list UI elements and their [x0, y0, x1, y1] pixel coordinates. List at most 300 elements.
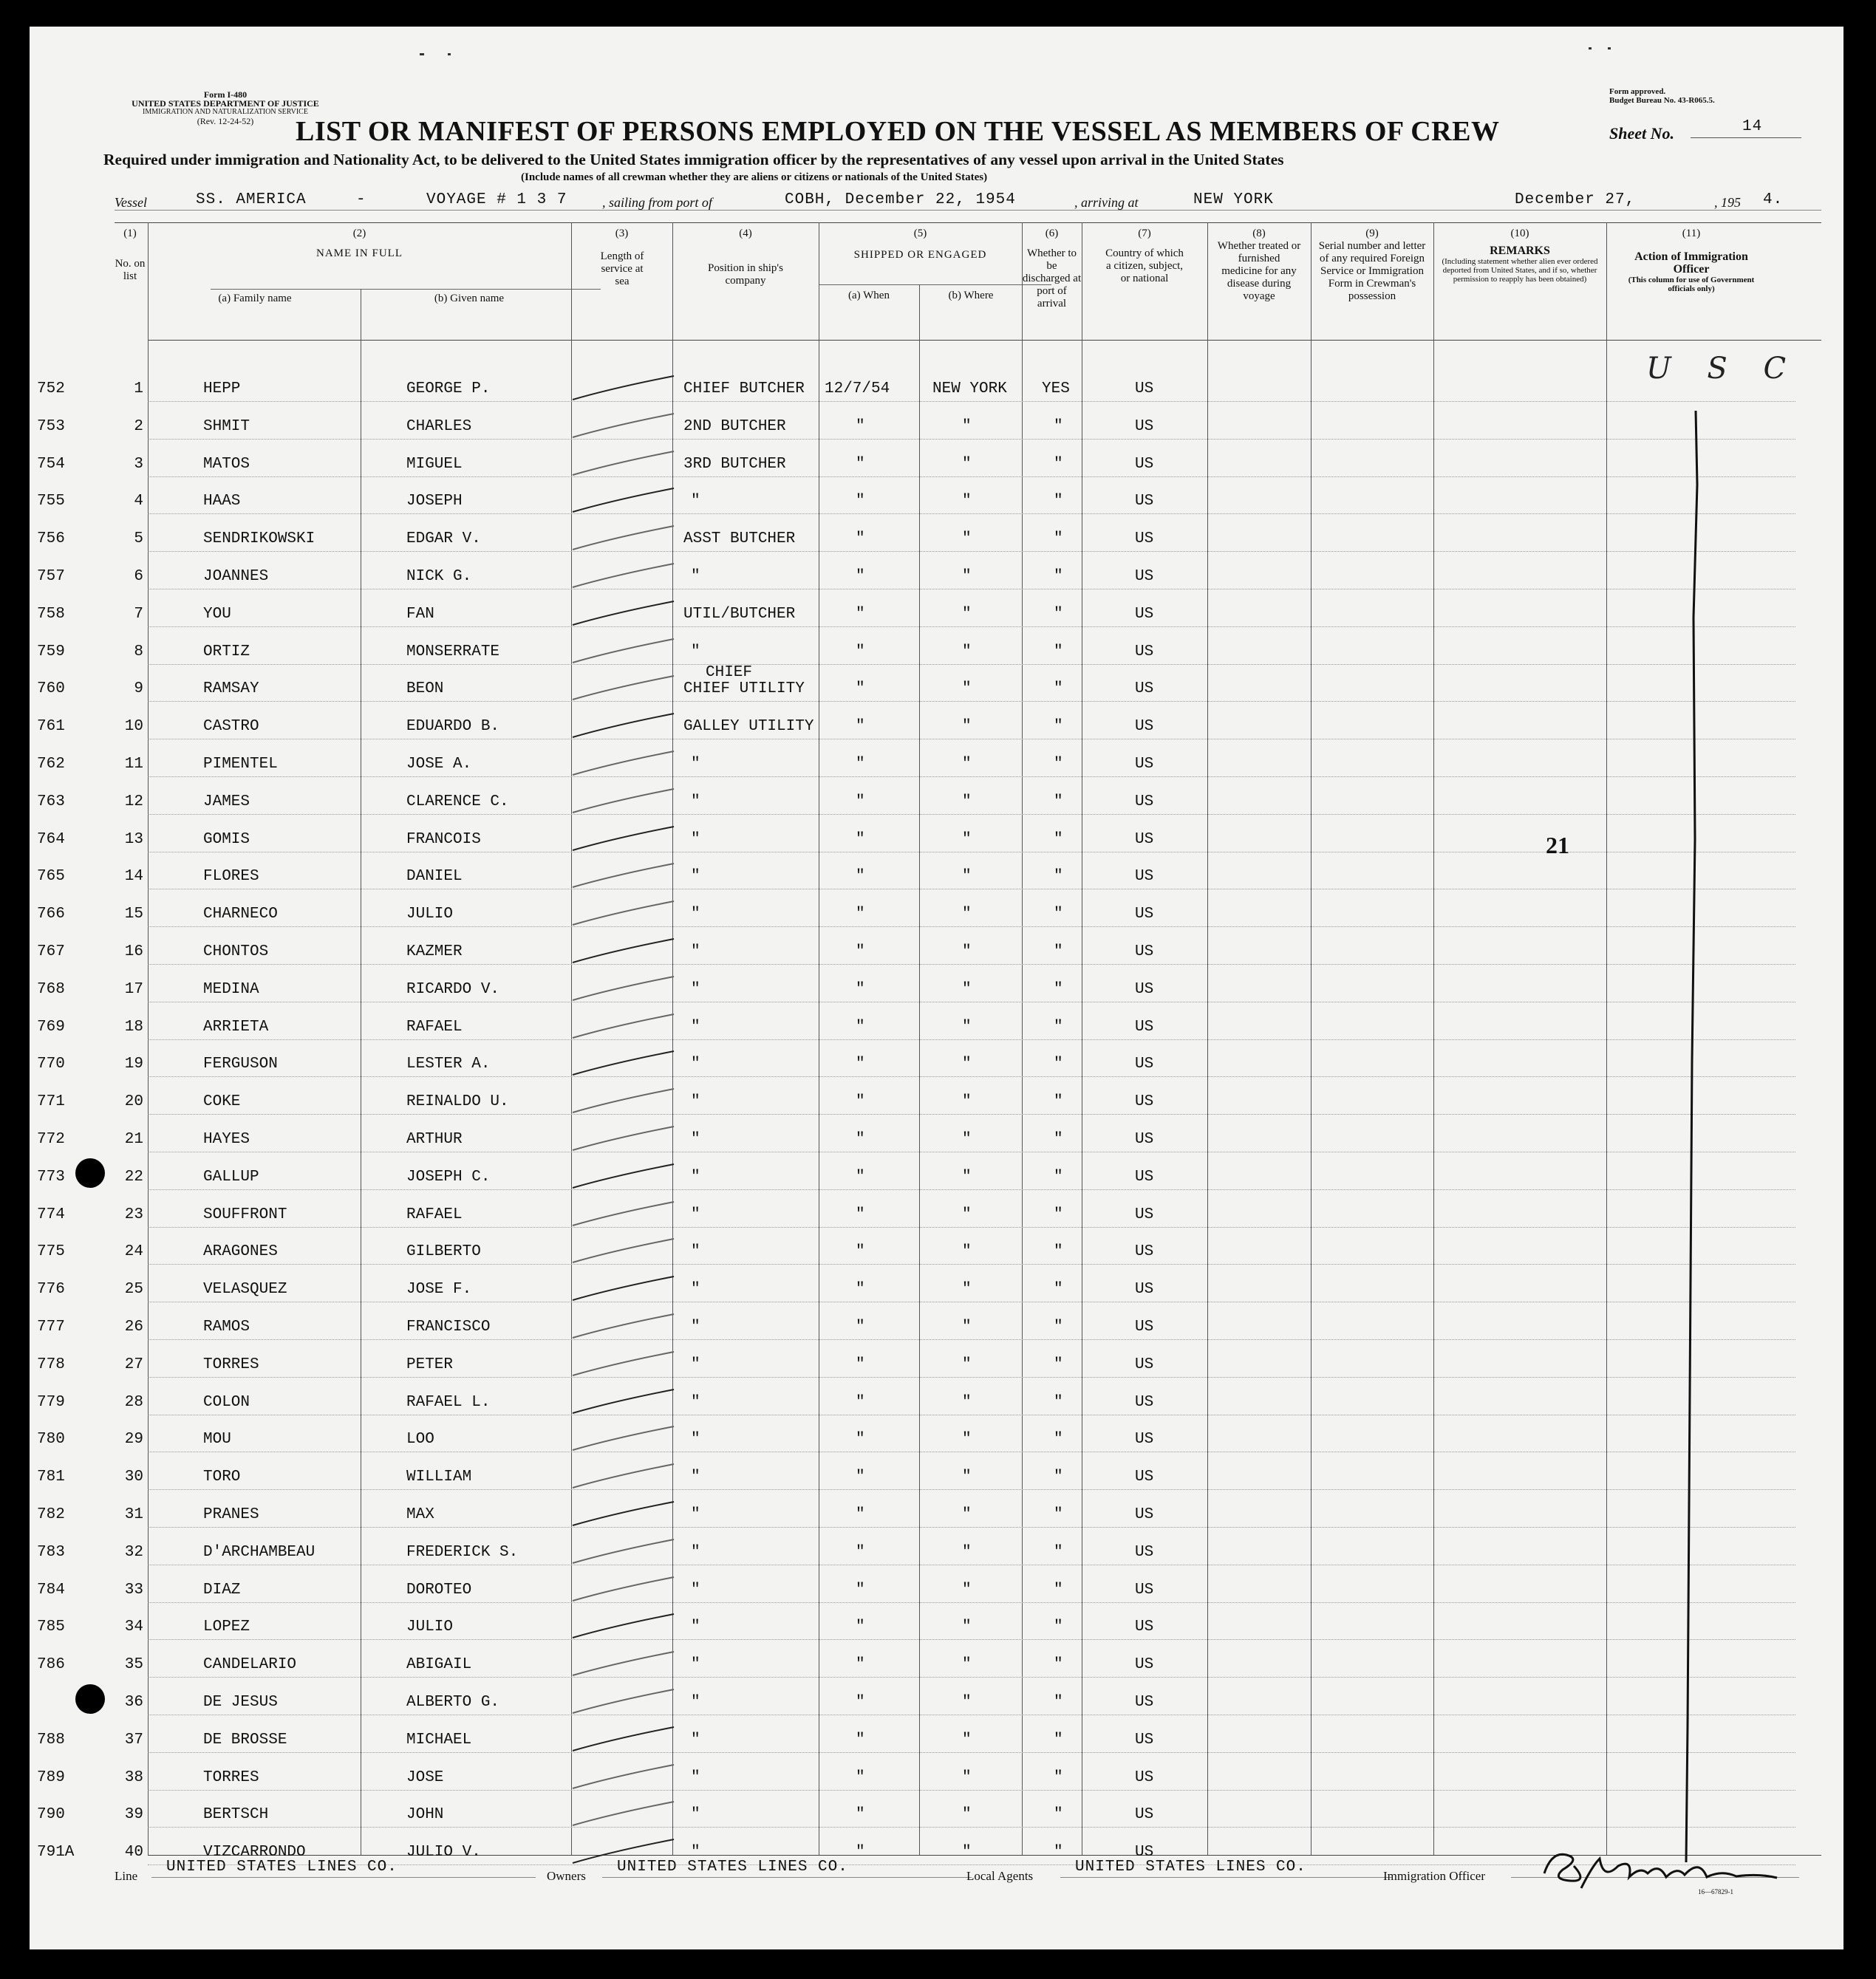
discharged: " [1054, 1506, 1063, 1523]
scan-speck [1608, 47, 1611, 49]
table-row [30, 1421, 1843, 1457]
col8-label: Whether treated or furnished medicine for any disease during voyage [1217, 240, 1301, 302]
manifest-title: LIST OR MANIFEST OF PERSONS EMPLOYED ON THE VESSEL AS MEMBERS OF CREW [296, 116, 1500, 147]
position: " [691, 1056, 700, 1073]
country: US [1135, 830, 1154, 848]
col6-label: Whether to be discharged at port of arrival [1022, 247, 1082, 310]
family-name: COLON [203, 1393, 250, 1411]
shipped-where: " [962, 868, 972, 886]
service-check-stroke [569, 858, 680, 895]
shipped-when: " [856, 1018, 865, 1036]
row-guide-line [148, 1039, 1795, 1040]
sheet-line [1691, 137, 1801, 138]
country: US [1135, 980, 1154, 998]
given-name: CLARENCE C. [406, 793, 509, 810]
list-number: 25 [124, 1281, 143, 1299]
shipped-split-rule [819, 284, 1051, 285]
form-approved: Form approved. [1609, 87, 1666, 96]
stamp-number: 770 [37, 1056, 65, 1073]
family-name: BERTSCH [203, 1806, 269, 1824]
position: " [691, 1506, 700, 1523]
col5b-header: (b) Where [948, 290, 994, 301]
table-row [30, 821, 1843, 858]
col10-header [1433, 228, 1606, 284]
given-name: WILLIAM [406, 1469, 472, 1486]
stamp-number: 779 [37, 1393, 65, 1411]
shipped-where: " [962, 1656, 972, 1674]
shipped-when: " [856, 1093, 865, 1111]
service-check-stroke [569, 445, 680, 482]
position: UTIL/BUTCHER [683, 605, 796, 623]
shipped-where: NEW YORK [932, 380, 1007, 397]
shipped-where: " [962, 605, 972, 623]
table-row [30, 664, 1843, 707]
shipped-where: " [962, 1206, 972, 1223]
shipped-where: " [962, 1619, 972, 1636]
discharged: " [1054, 1806, 1063, 1824]
table-row [30, 1196, 1843, 1233]
col5-label: SHIPPED OR ENGAGED [853, 249, 987, 261]
country: US [1135, 906, 1154, 923]
col2-header [148, 228, 571, 260]
list-number: 11 [124, 756, 143, 773]
col2-label: NAME IN FULL [316, 247, 403, 259]
table-row [30, 1534, 1843, 1570]
col3-header [571, 228, 672, 288]
table-row [30, 445, 1843, 482]
table-row [30, 558, 1843, 595]
stamp-number: 773 [37, 1168, 65, 1186]
discharged: " [1054, 605, 1063, 623]
discharged: " [1054, 1469, 1063, 1486]
position: ASST BUTCHER [683, 530, 796, 548]
list-number: 18 [124, 1018, 143, 1036]
given-name: KAZMER [406, 943, 463, 960]
given-name: JOSEPH C. [406, 1168, 491, 1186]
shipped-where: " [962, 568, 972, 585]
list-number: 31 [124, 1506, 143, 1523]
manifest-subtitle: Required under immigration and Nationality Act, to be delivered to the United States immigration officer by the representatives of any vessel upon arrival in the United States [103, 151, 1284, 168]
col4-label: Position in ship's company [708, 262, 783, 287]
row-guide-line [148, 439, 1795, 440]
position: " [691, 906, 700, 923]
country: US [1135, 1093, 1154, 1111]
list-number: 32 [124, 1543, 143, 1561]
stamp-number: 783 [37, 1543, 65, 1561]
position: " [691, 643, 700, 660]
service-check-stroke [569, 1121, 680, 1158]
position: " [691, 756, 700, 773]
shipped-where: " [962, 793, 972, 810]
table-row [30, 971, 1843, 1008]
position: " [691, 1281, 700, 1299]
given-name: CHARLES [406, 417, 472, 435]
shipped-where: " [962, 906, 972, 923]
service-check-stroke [569, 1271, 680, 1308]
form-header-right [1609, 87, 1715, 105]
list-number: 15 [124, 906, 143, 923]
stamp-number: 781 [37, 1469, 65, 1486]
service-check-stroke [569, 1158, 680, 1195]
stamp-number: 777 [37, 1319, 65, 1336]
col8-number: (8) [1252, 228, 1266, 239]
list-number: 37 [124, 1731, 143, 1749]
service-check-stroke [569, 1534, 680, 1570]
list-number: 16 [124, 943, 143, 960]
position: " [691, 793, 700, 810]
table-row [30, 370, 1843, 407]
given-name: JULIO [406, 906, 454, 923]
manifest-note: (Include names of all crewman whether they are aliens or citizens or nationals of the United States) [521, 171, 988, 183]
service-check-stroke [569, 1571, 680, 1608]
shipped-when: " [856, 830, 865, 848]
shipped-when: " [856, 756, 865, 773]
country: US [1135, 1393, 1154, 1411]
owners-label: Owners [547, 1869, 586, 1883]
family-name: SOUFFRONT [203, 1206, 287, 1223]
col11-header [1606, 228, 1776, 293]
name-split-rule [211, 289, 601, 290]
col11-label: Action of Immigration Officer [1634, 250, 1748, 276]
stamp-number: 788 [37, 1731, 65, 1749]
stamp-number: 760 [37, 680, 65, 698]
shipped-where: " [962, 830, 972, 848]
shipped-where: " [962, 718, 972, 736]
position: " [691, 1319, 700, 1336]
shipped-where: " [962, 1469, 972, 1486]
discharged: " [1054, 1093, 1063, 1111]
discharged: " [1054, 1768, 1063, 1786]
agents-value: UNITED STATES LINES CO. [1075, 1859, 1306, 1876]
col10-number: (10) [1510, 228, 1529, 239]
arriving-port: NEW YORK [1193, 191, 1274, 208]
row-guide-line [148, 926, 1795, 927]
country: US [1135, 1206, 1154, 1223]
row-guide-line [148, 1076, 1795, 1077]
table-row [30, 1458, 1843, 1495]
shipped-when: " [856, 1806, 865, 1824]
col11-number: (11) [1682, 228, 1701, 239]
shipped-where: " [962, 1844, 972, 1862]
position: " [691, 1619, 700, 1636]
list-number: 22 [124, 1168, 143, 1186]
service-check-stroke [569, 1196, 680, 1233]
row-guide-line [148, 476, 1795, 477]
given-name: MAX [406, 1506, 434, 1523]
family-name: ARAGONES [203, 1243, 278, 1261]
col1-header [112, 228, 148, 283]
family-name: SHMIT [203, 417, 250, 435]
shipped-where: " [962, 1168, 972, 1186]
row-guide-line [148, 1677, 1795, 1678]
position: " [691, 1731, 700, 1749]
shipped-where: " [962, 1056, 972, 1073]
country: US [1135, 943, 1154, 960]
country: US [1135, 868, 1154, 886]
service-check-stroke [569, 520, 680, 557]
list-number: 33 [124, 1581, 143, 1599]
family-name: JAMES [203, 793, 250, 810]
revision: (Rev. 12-24-52) [197, 116, 254, 126]
shipped-where: " [962, 1431, 972, 1449]
given-name: JOSE [406, 1768, 444, 1786]
service-check-stroke [569, 708, 680, 745]
country: US [1135, 1056, 1154, 1073]
country: US [1135, 1656, 1154, 1674]
country: US [1135, 1619, 1154, 1636]
officer-signature [1537, 1844, 1781, 1896]
arriving-label: , arriving at [1074, 195, 1139, 210]
position: " [691, 1806, 700, 1824]
stamp-number: 756 [37, 530, 65, 548]
shipped-when: " [856, 530, 865, 548]
list-number: 19 [124, 1056, 143, 1073]
discharged: " [1054, 568, 1063, 585]
country: US [1135, 1168, 1154, 1186]
col5-header [819, 228, 1022, 262]
official-action-pen-line [1677, 396, 1707, 1866]
given-name: EDGAR V. [406, 530, 481, 548]
service-check-stroke [569, 1233, 680, 1270]
shipped-when: " [856, 1619, 865, 1636]
list-number: 14 [124, 868, 143, 886]
shipped-when: " [856, 493, 865, 510]
shipped-where: " [962, 980, 972, 998]
stamp-number: 766 [37, 906, 65, 923]
stamp-number: 765 [37, 868, 65, 886]
family-name: RAMSAY [203, 680, 259, 698]
given-name: RAFAEL [406, 1018, 463, 1036]
shipped-when: " [856, 605, 865, 623]
family-name: CHARNECO [203, 906, 278, 923]
discharged: " [1054, 1731, 1063, 1749]
col1-number: (1) [123, 228, 137, 239]
table-row [30, 708, 1843, 745]
stamp-number: 786 [37, 1656, 65, 1674]
country: US [1135, 1844, 1154, 1862]
list-number: 2 [134, 417, 143, 435]
table-row [30, 595, 1843, 632]
shipped-where: " [962, 455, 972, 473]
given-name: GILBERTO [406, 1243, 481, 1261]
stamp-number: 758 [37, 605, 65, 623]
family-name: MATOS [203, 455, 250, 473]
table-row [30, 1045, 1843, 1082]
voyage-number: VOYAGE # 1 3 7 [426, 191, 567, 208]
shipped-when: " [856, 718, 865, 736]
family-name: VIZCARRONDO [203, 1844, 306, 1862]
table-row [30, 1271, 1843, 1308]
family-name: GOMIS [203, 830, 250, 848]
list-number: 40 [124, 1844, 143, 1862]
discharged: " [1054, 1694, 1063, 1711]
shipped-when: " [856, 680, 865, 698]
shipped-when: " [856, 1431, 865, 1449]
department: UNITED STATES DEPARTMENT OF JUSTICE [132, 98, 319, 109]
stamp-number: 775 [37, 1243, 65, 1261]
form-number: Form I-480 [203, 89, 248, 100]
col10-label: REMARKS [1490, 245, 1550, 257]
list-number: 17 [124, 980, 143, 998]
shipped-when: " [856, 980, 865, 998]
given-name: EDUARDO B. [406, 718, 500, 736]
family-name: GALLUP [203, 1168, 259, 1186]
list-number: 5 [134, 530, 143, 548]
col11-note: (This column for use of Government officials only) [1628, 276, 1755, 293]
discharged: " [1054, 1543, 1063, 1561]
discharged: " [1054, 530, 1063, 548]
sheet-number: 14 [1742, 118, 1763, 135]
service-check-stroke [569, 595, 680, 632]
shipped-when: " [856, 1731, 865, 1749]
stamp-number: 771 [37, 1093, 65, 1111]
scan-speck [420, 53, 424, 55]
service-check-stroke [569, 1721, 680, 1758]
agents-label: Local Agents [966, 1869, 1034, 1883]
given-name: REINALDO U. [406, 1093, 509, 1111]
discharged: " [1054, 493, 1063, 510]
family-name: FERGUSON [203, 1056, 278, 1073]
table-row [30, 1496, 1843, 1533]
list-number: 10 [124, 718, 143, 736]
shipped-where: " [962, 1768, 972, 1786]
given-name: JOSE A. [406, 756, 472, 773]
position: " [691, 1543, 700, 1561]
table-row [30, 895, 1843, 932]
col9-number: (9) [1365, 228, 1379, 239]
row-guide-line [148, 701, 1795, 702]
service-check-stroke [569, 1496, 680, 1533]
position: " [691, 1243, 700, 1261]
discharged: " [1054, 980, 1063, 998]
table-row [30, 1308, 1843, 1345]
family-name: YOU [203, 605, 231, 623]
stamp-number: 789 [37, 1768, 65, 1786]
position: " [691, 1431, 700, 1449]
stamp-number: 790 [37, 1806, 65, 1824]
row-guide-line [148, 1339, 1795, 1340]
list-number: 13 [124, 830, 143, 848]
country: US [1135, 793, 1154, 810]
service-check-stroke [569, 745, 680, 782]
discharged: " [1054, 1356, 1063, 1373]
stamp-number: 764 [37, 830, 65, 848]
scan-speck [1589, 47, 1592, 49]
family-name: PRANES [203, 1506, 259, 1523]
shipped-where: " [962, 493, 972, 510]
shipped-when: " [856, 943, 865, 960]
given-name: JULIO [406, 1619, 454, 1636]
discharged: " [1054, 906, 1063, 923]
discharged: " [1054, 1056, 1063, 1073]
given-name: RICARDO V. [406, 980, 500, 998]
service-check-stroke [569, 670, 680, 707]
list-number: 27 [124, 1356, 143, 1373]
shipped-when: " [856, 455, 865, 473]
col7-label: Country of which a citizen, subject, or national [1105, 247, 1184, 284]
shipped-when: " [856, 1319, 865, 1336]
family-name: MOU [203, 1431, 231, 1449]
shipped-where: " [962, 530, 972, 548]
service-check-stroke [569, 933, 680, 970]
position: " [691, 1356, 700, 1373]
stamp-number: 772 [37, 1131, 65, 1148]
service-check-stroke [569, 1346, 680, 1383]
row-guide-line [148, 551, 1795, 552]
col4-header [672, 228, 819, 287]
service-check-stroke [569, 1684, 680, 1720]
country: US [1135, 1469, 1154, 1486]
country: US [1135, 643, 1154, 660]
discharged: " [1054, 718, 1063, 736]
given-name: NICK G. [406, 568, 472, 585]
family-name: RAMOS [203, 1319, 250, 1336]
shipped-where: " [962, 1731, 972, 1749]
list-number: 4 [134, 493, 143, 510]
family-name: CASTRO [203, 718, 259, 736]
table-row [30, 633, 1843, 670]
country: US [1135, 1243, 1154, 1261]
service-check-stroke [569, 1608, 680, 1645]
discharged: " [1054, 1243, 1063, 1261]
discharged: " [1054, 868, 1063, 886]
country: US [1135, 1506, 1154, 1523]
country: US [1135, 605, 1154, 623]
shipped-where: " [962, 1506, 972, 1523]
shipped-when: " [856, 1844, 865, 1862]
discharged: " [1054, 1206, 1063, 1223]
list-number: 35 [124, 1656, 143, 1674]
arrival-date: December 27, [1515, 191, 1636, 208]
discharged: " [1054, 417, 1063, 435]
service-check-stroke [569, 895, 680, 932]
given-name: FREDERICK S. [406, 1543, 519, 1561]
table-header-rule [148, 340, 1821, 341]
stamp-number: 774 [37, 1206, 65, 1223]
stamp-number: 784 [37, 1581, 65, 1599]
shipped-when: " [856, 1543, 865, 1561]
row-guide-line [148, 626, 1795, 627]
discharged: " [1054, 643, 1063, 660]
given-name: JOSEPH [406, 493, 463, 510]
table-row [30, 520, 1843, 557]
table-top-rule [115, 222, 1821, 223]
list-number: 29 [124, 1431, 143, 1449]
position: " [691, 568, 700, 585]
shipped-when: " [856, 1131, 865, 1148]
row-guide-line [148, 1790, 1795, 1791]
country: US [1135, 1356, 1154, 1373]
table-row [30, 482, 1843, 519]
shipped-when: " [856, 1056, 865, 1073]
shipped-when: " [856, 1581, 865, 1599]
stamp-number: 769 [37, 1018, 65, 1036]
discharged: " [1054, 830, 1063, 848]
discharged: " [1054, 1844, 1063, 1862]
stamp-number: 782 [37, 1506, 65, 1523]
col3-number: (3) [615, 228, 629, 239]
vessel-name: SS. AMERICA [196, 191, 307, 208]
shipped-when: " [856, 906, 865, 923]
country: US [1135, 493, 1154, 510]
position: " [691, 493, 700, 510]
stamp-number: 761 [37, 718, 65, 736]
service-check-stroke [569, 821, 680, 858]
country: US [1135, 1131, 1154, 1148]
country: US [1135, 1281, 1154, 1299]
vessel-dash: - [356, 191, 366, 208]
col9-header [1311, 228, 1433, 303]
